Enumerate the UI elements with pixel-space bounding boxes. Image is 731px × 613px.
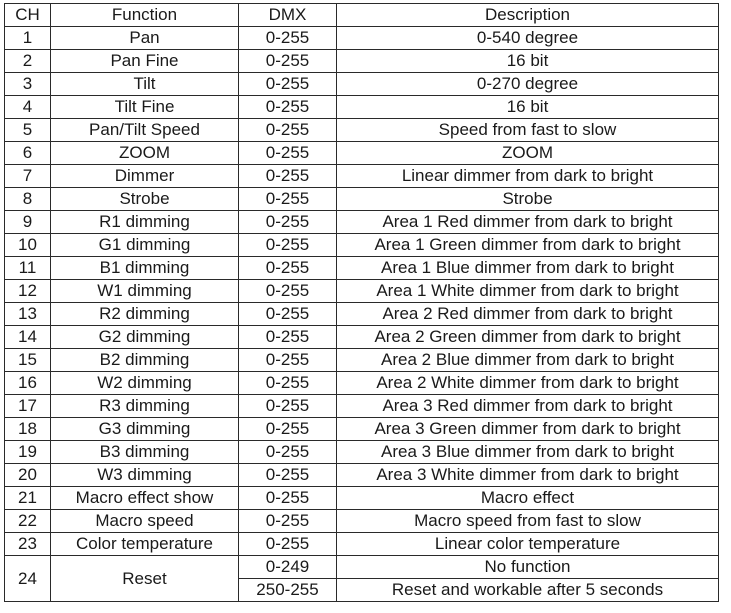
- table-row: [5, 326, 719, 349]
- cell-dmx: 0-255: [239, 533, 337, 556]
- table-row: [5, 418, 719, 441]
- cell-dmx: 0-255: [239, 142, 337, 165]
- cell-dmx: 0-255: [239, 418, 337, 441]
- cell-ch: 19: [5, 441, 51, 464]
- cell-description: Area 3 White dimmer from dark to bright: [337, 464, 719, 487]
- cell-description: Area 2 Red dimmer from dark to bright: [337, 303, 719, 326]
- cell-dmx: 0-255: [239, 165, 337, 188]
- cell-dmx: 0-255: [239, 441, 337, 464]
- cell-ch: 18: [5, 418, 51, 441]
- cell-function: Tilt: [51, 73, 239, 96]
- cell-dmx: 0-249: [239, 556, 337, 579]
- cell-ch: 11: [5, 257, 51, 280]
- cell-function: B3 dimming: [51, 441, 239, 464]
- cell-ch: 5: [5, 119, 51, 142]
- cell-ch: 17: [5, 395, 51, 418]
- cell-function: Reset: [51, 556, 239, 602]
- cell-dmx: 0-255: [239, 96, 337, 119]
- table-row: [5, 441, 719, 464]
- cell-function: Dimmer: [51, 165, 239, 188]
- cell-dmx: 0-255: [239, 188, 337, 211]
- cell-dmx: 0-255: [239, 119, 337, 142]
- cell-description: 0-270 degree: [337, 73, 719, 96]
- cell-ch: 23: [5, 533, 51, 556]
- cell-dmx: 0-255: [239, 395, 337, 418]
- cell-dmx: 0-255: [239, 50, 337, 73]
- cell-ch: 9: [5, 211, 51, 234]
- cell-description: No function: [337, 556, 719, 579]
- cell-description: Area 3 Red dimmer from dark to bright: [337, 395, 719, 418]
- cell-description: 0-540 degree: [337, 27, 719, 50]
- cell-ch: 15: [5, 349, 51, 372]
- cell-ch: 7: [5, 165, 51, 188]
- cell-function: ZOOM: [51, 142, 239, 165]
- cell-dmx: 0-255: [239, 372, 337, 395]
- cell-description: Area 2 White dimmer from dark to bright: [337, 372, 719, 395]
- cell-dmx: 0-255: [239, 326, 337, 349]
- cell-ch: 22: [5, 510, 51, 533]
- dmx-channel-table: [4, 3, 719, 602]
- cell-function: G3 dimming: [51, 418, 239, 441]
- table-row: [5, 165, 719, 188]
- table-row: [5, 556, 719, 579]
- cell-function: W2 dimming: [51, 372, 239, 395]
- cell-dmx: 0-255: [239, 303, 337, 326]
- cell-function: B2 dimming: [51, 349, 239, 372]
- cell-function: B1 dimming: [51, 257, 239, 280]
- cell-ch: 4: [5, 96, 51, 119]
- cell-description: Reset and workable after 5 seconds: [337, 579, 719, 602]
- cell-function: Tilt Fine: [51, 96, 239, 119]
- cell-ch: 24: [5, 556, 51, 602]
- table-row: [5, 464, 719, 487]
- cell-description: Macro speed from fast to slow: [337, 510, 719, 533]
- table-row: [5, 188, 719, 211]
- table-row: [5, 510, 719, 533]
- cell-function: Pan: [51, 27, 239, 50]
- cell-ch: 8: [5, 188, 51, 211]
- cell-function: Pan Fine: [51, 50, 239, 73]
- cell-description: 16 bit: [337, 50, 719, 73]
- table-row: [5, 280, 719, 303]
- cell-ch: 14: [5, 326, 51, 349]
- table-row: [5, 303, 719, 326]
- cell-dmx: 250-255: [239, 579, 337, 602]
- cell-description: Linear color temperature: [337, 533, 719, 556]
- header-description: Description: [337, 4, 719, 27]
- table-row: [5, 257, 719, 280]
- cell-description: Area 1 Red dimmer from dark to bright: [337, 211, 719, 234]
- cell-function: W1 dimming: [51, 280, 239, 303]
- cell-description: Area 2 Blue dimmer from dark to bright: [337, 349, 719, 372]
- table-row: [5, 73, 719, 96]
- cell-function: G2 dimming: [51, 326, 239, 349]
- table-row: [5, 142, 719, 165]
- table-row: [5, 96, 719, 119]
- cell-function: W3 dimming: [51, 464, 239, 487]
- table-row: [5, 119, 719, 142]
- cell-function: Strobe: [51, 188, 239, 211]
- cell-function: R3 dimming: [51, 395, 239, 418]
- table-row: [5, 487, 719, 510]
- cell-ch: 6: [5, 142, 51, 165]
- cell-ch: 10: [5, 234, 51, 257]
- table-row: [5, 372, 719, 395]
- cell-function: R1 dimming: [51, 211, 239, 234]
- cell-description: Area 1 Blue dimmer from dark to bright: [337, 257, 719, 280]
- cell-dmx: 0-255: [239, 510, 337, 533]
- cell-description: Macro effect: [337, 487, 719, 510]
- cell-ch: 16: [5, 372, 51, 395]
- cell-function: Pan/Tilt Speed: [51, 119, 239, 142]
- table-row: [5, 234, 719, 257]
- table-row: [5, 27, 719, 50]
- cell-dmx: 0-255: [239, 234, 337, 257]
- cell-function: Macro speed: [51, 510, 239, 533]
- table-row: [5, 349, 719, 372]
- header-ch: CH: [5, 4, 51, 27]
- cell-dmx: 0-255: [239, 280, 337, 303]
- cell-ch: 12: [5, 280, 51, 303]
- cell-description: Area 1 White dimmer from dark to bright: [337, 280, 719, 303]
- cell-ch: 21: [5, 487, 51, 510]
- cell-dmx: 0-255: [239, 211, 337, 234]
- cell-description: Linear dimmer from dark to bright: [337, 165, 719, 188]
- cell-ch: 2: [5, 50, 51, 73]
- cell-dmx: 0-255: [239, 257, 337, 280]
- cell-dmx: 0-255: [239, 73, 337, 96]
- cell-ch: 1: [5, 27, 51, 50]
- cell-description: 16 bit: [337, 96, 719, 119]
- cell-description: ZOOM: [337, 142, 719, 165]
- cell-ch: 13: [5, 303, 51, 326]
- table-row: [5, 395, 719, 418]
- cell-ch: 3: [5, 73, 51, 96]
- header-dmx: DMX: [239, 4, 337, 27]
- cell-description: Strobe: [337, 188, 719, 211]
- table-row: [5, 533, 719, 556]
- cell-function: Color temperature: [51, 533, 239, 556]
- cell-dmx: 0-255: [239, 464, 337, 487]
- cell-function: Macro effect show: [51, 487, 239, 510]
- table-body: [5, 27, 719, 602]
- cell-description: Area 3 Blue dimmer from dark to bright: [337, 441, 719, 464]
- cell-description: Area 1 Green dimmer from dark to bright: [337, 234, 719, 257]
- cell-description: Area 2 Green dimmer from dark to bright: [337, 326, 719, 349]
- cell-function: G1 dimming: [51, 234, 239, 257]
- cell-description: Area 3 Green dimmer from dark to bright: [337, 418, 719, 441]
- cell-dmx: 0-255: [239, 487, 337, 510]
- cell-dmx: 0-255: [239, 27, 337, 50]
- cell-dmx: 0-255: [239, 349, 337, 372]
- header-function: Function: [51, 4, 239, 27]
- cell-function: R2 dimming: [51, 303, 239, 326]
- cell-description: Speed from fast to slow: [337, 119, 719, 142]
- table-row: [5, 50, 719, 73]
- table-header-row: [5, 4, 719, 27]
- table-row: [5, 211, 719, 234]
- cell-ch: 20: [5, 464, 51, 487]
